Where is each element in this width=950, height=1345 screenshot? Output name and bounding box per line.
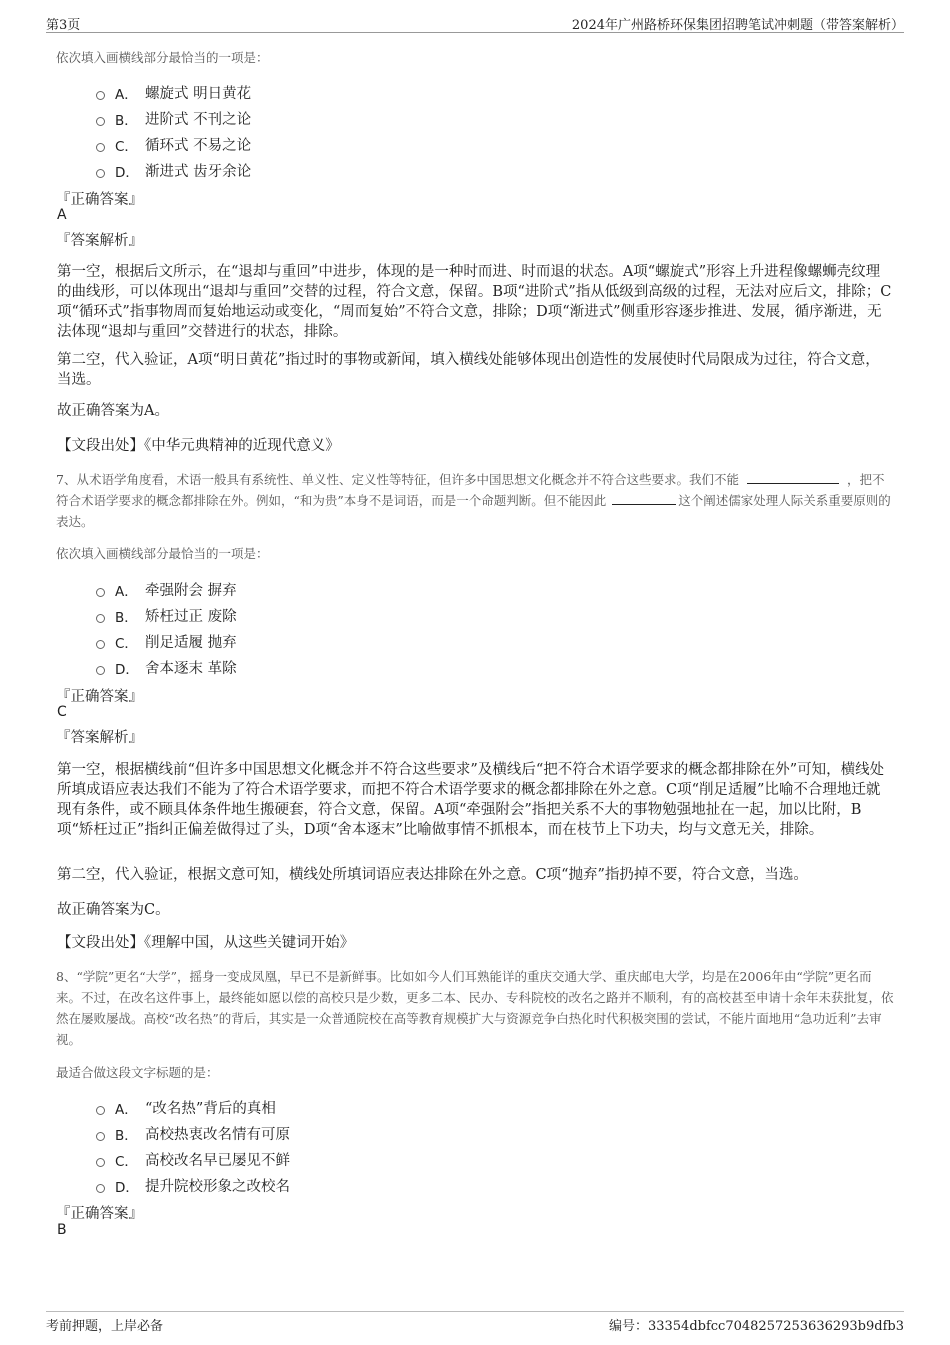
q8-option-b[interactable] [96, 1123, 290, 1144]
radio-icon[interactable] [96, 169, 105, 178]
q6-option-d[interactable] [96, 160, 251, 181]
option-text: 提升院校形象之改校名 [145, 1179, 290, 1195]
q6-option-b[interactable] [96, 108, 251, 129]
q7-option-b[interactable] [96, 605, 237, 626]
q8-answer: B [57, 1222, 67, 1238]
radio-icon[interactable] [96, 666, 105, 675]
q8-prompt: 最适合做这段文字标题的是： [56, 1065, 219, 1080]
option-text: 高校热衷改名情有可原 [145, 1127, 290, 1143]
radio-icon[interactable] [96, 117, 105, 126]
radio-icon[interactable] [96, 1158, 105, 1167]
option-text: “改名热”背后的真相 [145, 1101, 276, 1117]
q7-answer: C [57, 704, 67, 720]
option-text: 渐进式 齿牙余论 [145, 164, 252, 180]
option-text: 高校改名早已屡见不鲜 [145, 1153, 290, 1169]
option-letter: A． [115, 583, 138, 600]
radio-icon[interactable] [96, 614, 105, 623]
option-text: 进阶式 不刊之论 [145, 112, 252, 128]
option-letter: A． [115, 1101, 138, 1118]
q7-conclusion: 故正确答案为C。 [57, 902, 170, 918]
q7-option-c[interactable] [96, 631, 237, 652]
option-letter: B． [115, 112, 138, 129]
q6-option-c[interactable] [96, 134, 251, 155]
blank-line [612, 492, 676, 505]
radio-icon[interactable] [96, 91, 105, 100]
option-text: 矫枉过正 废除 [145, 609, 237, 625]
q8-answer-label: 『正确答案』 [56, 1206, 143, 1222]
q7-stem-part2: ，把不符合术语学要求的概念都排除在外。例如，“和为贵”本身不是词语，而是一个命题判断。但不能因此 [56, 472, 885, 508]
option-text: 循环式 不易之论 [145, 138, 252, 154]
q6-source: 【文段出处】《中华元典精神的近现代意义》 [57, 438, 340, 454]
option-text: 削足适履 抛弃 [145, 635, 237, 651]
radio-icon[interactable] [96, 640, 105, 649]
q8-option-c[interactable] [96, 1149, 290, 1170]
q7-option-a[interactable] [96, 579, 237, 600]
radio-icon[interactable] [96, 588, 105, 597]
document-title: 2024年广州路桥环保集团招聘笔试冲刺题（带答案解析） [571, 18, 904, 33]
q6-analysis-p2: 第二空，代入验证，A项“明日黄花”指过时的事物或新闻，填入横线处能够体现出创造性的发展使时代局限成为过往，符合文意，当选。 [57, 352, 880, 388]
q6-analysis-label: 『答案解析』 [56, 233, 143, 249]
option-text: 舍本逐末 革除 [145, 661, 237, 677]
option-letter: D． [115, 164, 139, 181]
option-text: 牵强附会 摒弃 [145, 583, 237, 599]
q7-analysis-label: 『答案解析』 [56, 730, 143, 746]
q7-stem-part3: 这个阐述儒家处理人际关系重要原则的表达。 [56, 493, 891, 529]
q7-option-d[interactable] [96, 657, 237, 678]
option-letter: C． [115, 1153, 138, 1170]
q7-source: 【文段出处】《理解中国，从这些关键词开始》 [57, 935, 355, 951]
page-number: 第3页 [46, 18, 81, 33]
q6-option-a[interactable] [96, 82, 251, 103]
footer-doc-id: 编号：33354dbfcc7048257253636293b9dfb3 [608, 1319, 904, 1334]
q8-option-a[interactable] [96, 1097, 276, 1118]
radio-icon[interactable] [96, 1132, 105, 1141]
q7-analysis-p1: 第一空，根据横线前“但许多中国思想文化概念并不符合这些要求”及横线后“把不符合术语学要求的概念都排除在外”可知，横线处所填成语应表达我们不能为了符合术语学要求，而把不符合术语学要求的概念都排除在外之意。C项“削足适履”比喻不合理地迁就现有条件，或不顾具体条件地生搬硬套，符合文意，保留。A项“牵强附会”指把关系不大的事物勉强地扯在一起，加以比附，B项“矫枉过正”指纠正偏差做得过了头，D项“舍本逐末”比喻做事情不抓根本，而在枝节上下功夫，均与文意无关，排除。 [57, 762, 885, 838]
option-letter: D． [115, 661, 139, 678]
q7-analysis-p2: 第二空，代入验证，根据文意可知，横线处所填词语应表达排除在外之意。C项“抛弃”指扔掉不要，符合文意，当选。 [57, 867, 808, 883]
option-text: 螺旋式 明日黄花 [145, 86, 252, 102]
q7-stem [56, 469, 896, 532]
radio-icon[interactable] [96, 1184, 105, 1193]
q7-answer-label: 『正确答案』 [56, 689, 143, 705]
option-letter: C． [115, 635, 138, 652]
q8-option-d[interactable] [96, 1175, 290, 1196]
option-letter: C． [115, 138, 138, 155]
radio-icon[interactable] [96, 143, 105, 152]
page-footer [46, 1311, 904, 1336]
option-letter: A． [115, 86, 138, 103]
q6-conclusion: 故正确答案为A。 [57, 403, 169, 419]
q6-prompt: 依次填入画横线部分最恰当的一项是： [56, 50, 269, 65]
q6-analysis-p1: 第一空，根据后文所示，在“退却与重回”中进步，体现的是一种时而进、时而退的状态。A项“螺旋式”形容上升进程像螺蛳壳纹理的曲线形，可以体现出“退却与重回”交替的过程，符合文意，保留。B项“进阶式”指从低级到高级的过程，无法对应后文，排除；C项“循环式”指事物周而复始地运动或变化，“周而复始”不符合文意，排除；D项“渐进式”侧重形容逐步推进、发展，循序渐进，无法体现“退却与重回”交替进行的状态，排除。 [57, 264, 892, 340]
page-header [46, 12, 904, 33]
q8-stem: 8、“学院”更名“大学”，摇身一变成凤凰，早已不是新鲜事。比如如今人们耳熟能详的重庆交通大学、重庆邮电大学，均是在2006年由“学院”更名而来。不过，在改名这件事上，最终能如愿以偿的高校只是少数，更多二本、民办、专科院校的改名之路并不顺利，有的高校甚至申请十余年未获批复，依然在屡败屡战。高校“改名热”的背后，其实是一众普通院校在高等教育规模扩大与资源竞争白热化时代积极突围的尝试，不能片面地用“急功近利”去审视。 [56, 969, 894, 1047]
option-letter: D． [115, 1179, 139, 1196]
q6-answer: A [57, 207, 67, 223]
radio-icon[interactable] [96, 1106, 105, 1115]
q6-answer-label: 『正确答案』 [56, 192, 143, 208]
blank-line [747, 471, 839, 484]
q7-prompt: 依次填入画横线部分最恰当的一项是： [56, 546, 269, 561]
option-letter: B． [115, 609, 138, 626]
footer-slogan: 考前押题，上岸必备 [46, 1319, 164, 1334]
option-letter: B． [115, 1127, 138, 1144]
q7-stem-part1: 7、从术语学角度看，术语一般具有系统性、单义性、定义性等特征，但许多中国思想文化概念并不符合这些要求。我们不能 [56, 472, 739, 487]
